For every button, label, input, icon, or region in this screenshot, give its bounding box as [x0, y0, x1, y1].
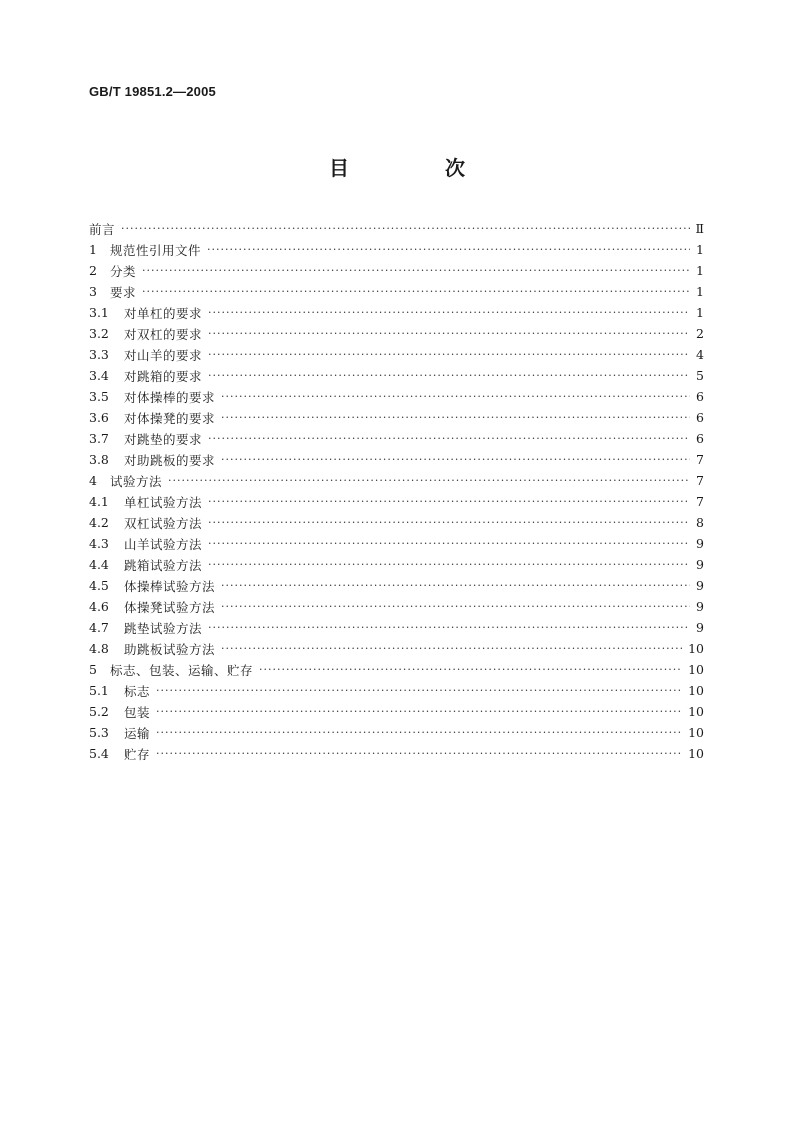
toc-entry-label: 对体操凳的要求: [124, 410, 216, 426]
toc-entry[interactable]: [89, 701, 704, 722]
toc-entry-number: 4.1: [89, 494, 109, 509]
table-of-contents: [89, 218, 704, 764]
toc-entry-page: 10: [688, 725, 704, 740]
toc-entry-page: 6: [696, 410, 704, 425]
toc-entry-page: 8: [696, 515, 704, 530]
toc-entry-label: 规范性引用文件: [110, 242, 202, 258]
dot-leader: [208, 306, 690, 319]
toc-entry-number: 4: [89, 473, 97, 488]
toc-entry-page: 9: [696, 578, 704, 593]
toc-entry-label: 对助跳板的要求: [124, 452, 216, 468]
dot-leader: [208, 432, 690, 445]
toc-entry[interactable]: [89, 428, 704, 449]
toc-entry-page: 10: [688, 641, 704, 656]
toc-entry[interactable]: [89, 239, 704, 260]
toc-entry-label: 包装: [124, 704, 151, 720]
toc-entry-number: 4.7: [89, 620, 109, 635]
toc-entry[interactable]: [89, 281, 704, 302]
toc-entry[interactable]: [89, 512, 704, 533]
toc-entry[interactable]: [89, 554, 704, 575]
toc-entry-page: 9: [696, 620, 704, 635]
toc-entry[interactable]: [89, 407, 704, 428]
toc-entry[interactable]: [89, 596, 704, 617]
standard-code: GB/T 19851.2—2005: [89, 84, 216, 99]
toc-entry-page: 2: [696, 326, 704, 341]
toc-entry-page: 10: [688, 746, 704, 761]
toc-entry-label: 助跳板试验方法: [124, 641, 216, 657]
dot-leader: [207, 243, 690, 256]
toc-entry-label: 对体操棒的要求: [124, 389, 216, 405]
dot-leader: [221, 579, 690, 592]
toc-entry-number: 4.4: [89, 557, 109, 572]
toc-entry-number: 3: [89, 284, 97, 299]
dot-leader: [142, 285, 690, 298]
toc-entry[interactable]: [89, 260, 704, 281]
dot-leader: [156, 747, 682, 760]
dot-leader: [208, 537, 690, 550]
toc-entry-page: 6: [696, 431, 704, 446]
toc-entry[interactable]: [89, 638, 704, 659]
toc-entry-page: 10: [688, 662, 704, 677]
toc-entry-page: 1: [696, 242, 704, 257]
toc-entry-label: 对双杠的要求: [124, 326, 203, 342]
toc-entry-label: 标志: [124, 683, 151, 699]
toc-entry[interactable]: [89, 302, 704, 323]
toc-entry-number: 5.1: [89, 683, 109, 698]
toc-entry[interactable]: [89, 386, 704, 407]
toc-entry-label: 体操棒试验方法: [124, 578, 216, 594]
toc-entry-number: 3.6: [89, 410, 109, 425]
toc-entry-number: 4.8: [89, 641, 109, 656]
dot-leader: [208, 348, 690, 361]
toc-entry-number: 2: [89, 263, 97, 278]
toc-entry-page: 7: [696, 452, 704, 467]
toc-entry-label: 贮存: [124, 746, 151, 762]
toc-entry[interactable]: [89, 743, 704, 764]
toc-entry[interactable]: [89, 533, 704, 554]
toc-entry-page: 9: [696, 599, 704, 614]
toc-entry-page: 4: [696, 347, 704, 362]
dot-leader: [208, 516, 690, 529]
toc-entry-number: 4.6: [89, 599, 109, 614]
dot-leader: [208, 369, 690, 382]
toc-entry-number: 5.3: [89, 725, 109, 740]
toc-entry[interactable]: [89, 344, 704, 365]
toc-entry-label: 山羊试验方法: [124, 536, 203, 552]
dot-leader: [168, 474, 690, 487]
toc-entry[interactable]: [89, 470, 704, 491]
dot-leader: [221, 411, 690, 424]
toc-entry-page: 5: [696, 368, 704, 383]
toc-entry[interactable]: [89, 659, 704, 680]
toc-entry-page: 1: [696, 284, 704, 299]
toc-entry-number: 5.4: [89, 746, 109, 761]
toc-title: 目 次: [329, 156, 503, 180]
toc-entry[interactable]: [89, 449, 704, 470]
dot-leader: [156, 705, 682, 718]
toc-entry-label: 对跳箱的要求: [124, 368, 203, 384]
toc-entry-page: 10: [688, 683, 704, 698]
toc-entry-page: 10: [688, 704, 704, 719]
toc-entry-number: 3.2: [89, 326, 109, 341]
toc-entry[interactable]: [89, 365, 704, 386]
dot-leader: [142, 264, 690, 277]
toc-entry-label: 跳垫试验方法: [124, 620, 203, 636]
dot-leader: [121, 222, 689, 235]
toc-entry-page: Ⅱ: [695, 221, 704, 236]
toc-entry-number: 1: [89, 242, 97, 257]
dot-leader: [221, 600, 690, 613]
toc-entry-page: 1: [696, 263, 704, 278]
toc-entry-label: 对跳垫的要求: [124, 431, 203, 447]
toc-entry-number: 3.4: [89, 368, 109, 383]
toc-entry-label: 体操凳试验方法: [124, 599, 216, 615]
toc-entry-page: 7: [696, 494, 704, 509]
toc-entry-label: 运输: [124, 725, 151, 741]
toc-entry-number: 5.2: [89, 704, 109, 719]
toc-entry-number: 3.3: [89, 347, 109, 362]
dot-leader: [259, 663, 682, 676]
toc-entry-page: 1: [696, 305, 704, 320]
toc-entry-label: 标志、包装、运输、贮存: [110, 662, 254, 678]
toc-entry-label: 单杠试验方法: [124, 494, 203, 510]
toc-entry-label: 试验方法: [110, 473, 163, 489]
toc-entry-label: 对单杠的要求: [124, 305, 203, 321]
toc-entry-label: 跳箱试验方法: [124, 557, 203, 573]
toc-entry-page: 9: [696, 557, 704, 572]
toc-entry-label: 双杠试验方法: [124, 515, 203, 531]
dot-leader: [156, 726, 682, 739]
dot-leader: [221, 390, 690, 403]
toc-entry[interactable]: [89, 617, 704, 638]
toc-entry-page: 6: [696, 389, 704, 404]
toc-entry-number: 4.2: [89, 515, 109, 530]
toc-entry-number: 4.5: [89, 578, 109, 593]
toc-entry-label: 要求: [110, 284, 137, 300]
toc-entry-page: 7: [696, 473, 704, 488]
toc-entry-number: 3.8: [89, 452, 109, 467]
toc-entry-label: 前言: [89, 221, 116, 237]
toc-entry[interactable]: [89, 491, 704, 512]
dot-leader: [208, 558, 690, 571]
dot-leader: [221, 453, 690, 466]
toc-entry-number: 3.7: [89, 431, 109, 446]
toc-entry-number: 4.3: [89, 536, 109, 551]
dot-leader: [208, 495, 690, 508]
toc-entry-number: 3.5: [89, 389, 109, 404]
toc-entry-number: 3.1: [89, 305, 109, 320]
dot-leader: [156, 684, 682, 697]
toc-entry[interactable]: [89, 323, 704, 344]
toc-entry-number: 5: [89, 662, 97, 677]
toc-entry-label: 分类: [110, 263, 137, 279]
toc-entry[interactable]: [89, 218, 704, 239]
toc-entry[interactable]: [89, 722, 704, 743]
toc-entry-page: 9: [696, 536, 704, 551]
dot-leader: [208, 327, 690, 340]
toc-entry[interactable]: [89, 575, 704, 596]
toc-entry-label: 对山羊的要求: [124, 347, 203, 363]
dot-leader: [208, 621, 690, 634]
toc-entry[interactable]: [89, 680, 704, 701]
dot-leader: [221, 642, 682, 655]
